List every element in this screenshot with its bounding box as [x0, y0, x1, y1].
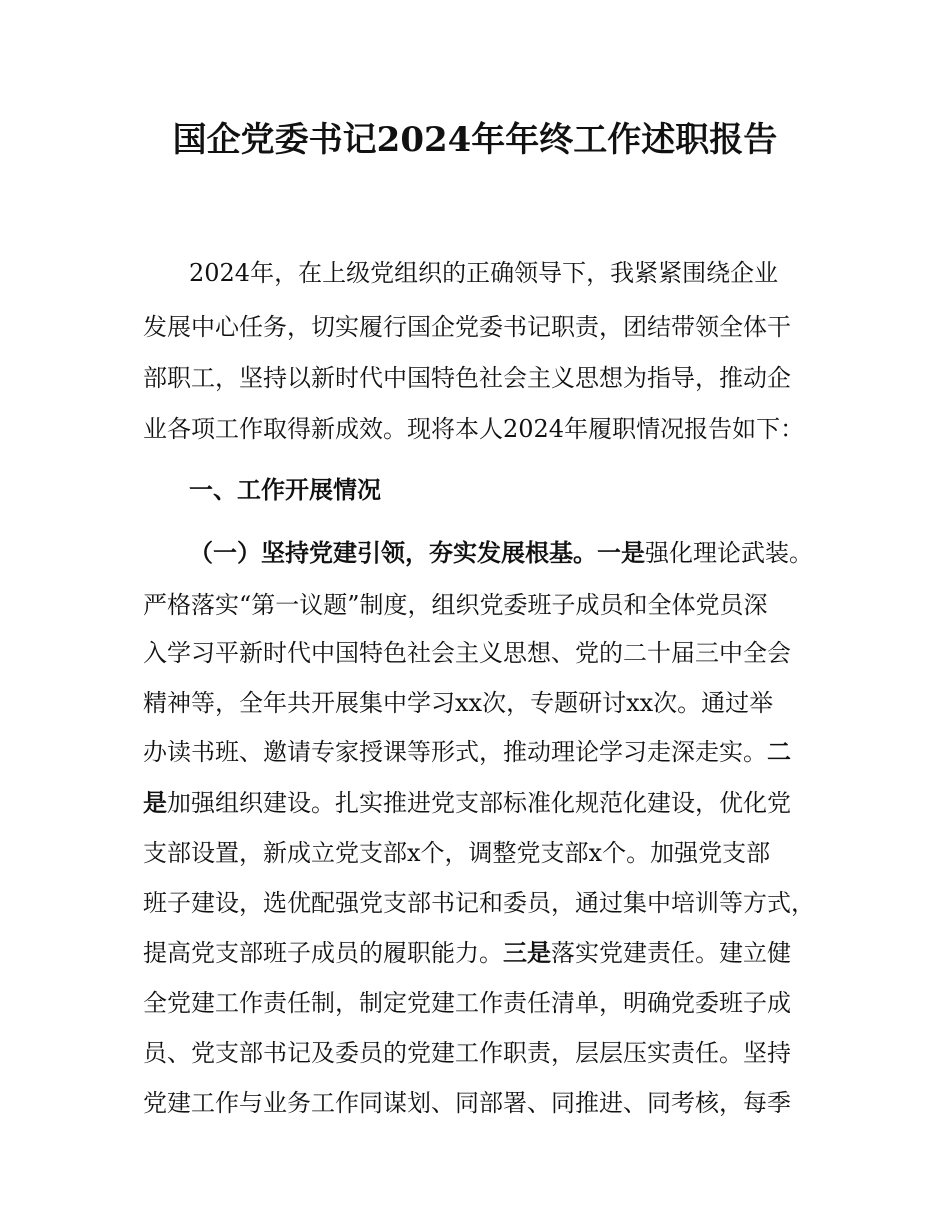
third-marker: 三是: [503, 939, 551, 967]
body-line-6-text: 加强组织建设。扎实推进党支部标准化规范化建设，优化党: [167, 789, 791, 817]
intro-line-4: 业各项工作取得新成效。现将本人2024年履职情况报告如下：: [143, 415, 805, 443]
body-line-2: 严格落实“第一议题”制度，组织党委班子成员和全体党员深: [143, 591, 768, 619]
document-title: 国企党委书记2024年年终工作述职报告: [172, 120, 778, 160]
body-line-10: 全党建工作责任制，制定党建工作责任清单，明确党委班子成: [143, 989, 791, 1017]
body-line-6: [143, 786, 823, 820]
first-point: 强化理论武装。: [645, 539, 813, 567]
body-line-9-text-b: 落实党建责任。建立健: [551, 939, 791, 967]
body-line-11: 员、党支部书记及委员的党建工作职责，层层压实责任。坚持: [143, 1039, 791, 1067]
body-line-9-text-a: 提高党支部班子成员的履职能力。: [143, 939, 503, 967]
second-marker-a: 二: [767, 738, 791, 766]
intro-line-1: 2024年，在上级党组织的正确领导下，我紧紧围绕企业: [189, 259, 779, 287]
body-line-3: 入学习平新时代中国特色社会主义思想、党的二十届三中全会: [143, 639, 791, 667]
second-marker-b: 是: [143, 789, 167, 817]
body-line-9: [143, 936, 823, 970]
section-heading: 一、工作开展情况: [189, 476, 381, 504]
first-marker: 一是: [597, 539, 645, 567]
intro-line-2: 发展中心任务，切实履行国企党委书记职责，团结带领全体干: [143, 313, 791, 341]
body-line-1: [189, 536, 869, 570]
body-line-12: 党建工作与业务工作同谋划、同部署、同推进、同考核，每季: [143, 1089, 791, 1117]
subsection-heading: （一）坚持党建引领，夯实发展根基。: [189, 539, 597, 567]
body-line-4: 精神等，全年共开展集中学习xx次，专题研讨xx次。通过举: [143, 689, 774, 717]
body-line-5-text: 办读书班、邀请专家授课等形式，推动理论学习走深走实。: [143, 738, 767, 766]
body-line-8: 班子建设，选优配强党支部书记和委员，通过集中培训等方式，: [143, 889, 815, 917]
body-line-5: [143, 735, 823, 769]
body-line-7: 支部设置，新成立党支部x个，调整党支部x个。加强党支部: [143, 839, 771, 867]
intro-line-3: 部职工，坚持以新时代中国特色社会主义思想为指导，推动企: [143, 364, 791, 392]
